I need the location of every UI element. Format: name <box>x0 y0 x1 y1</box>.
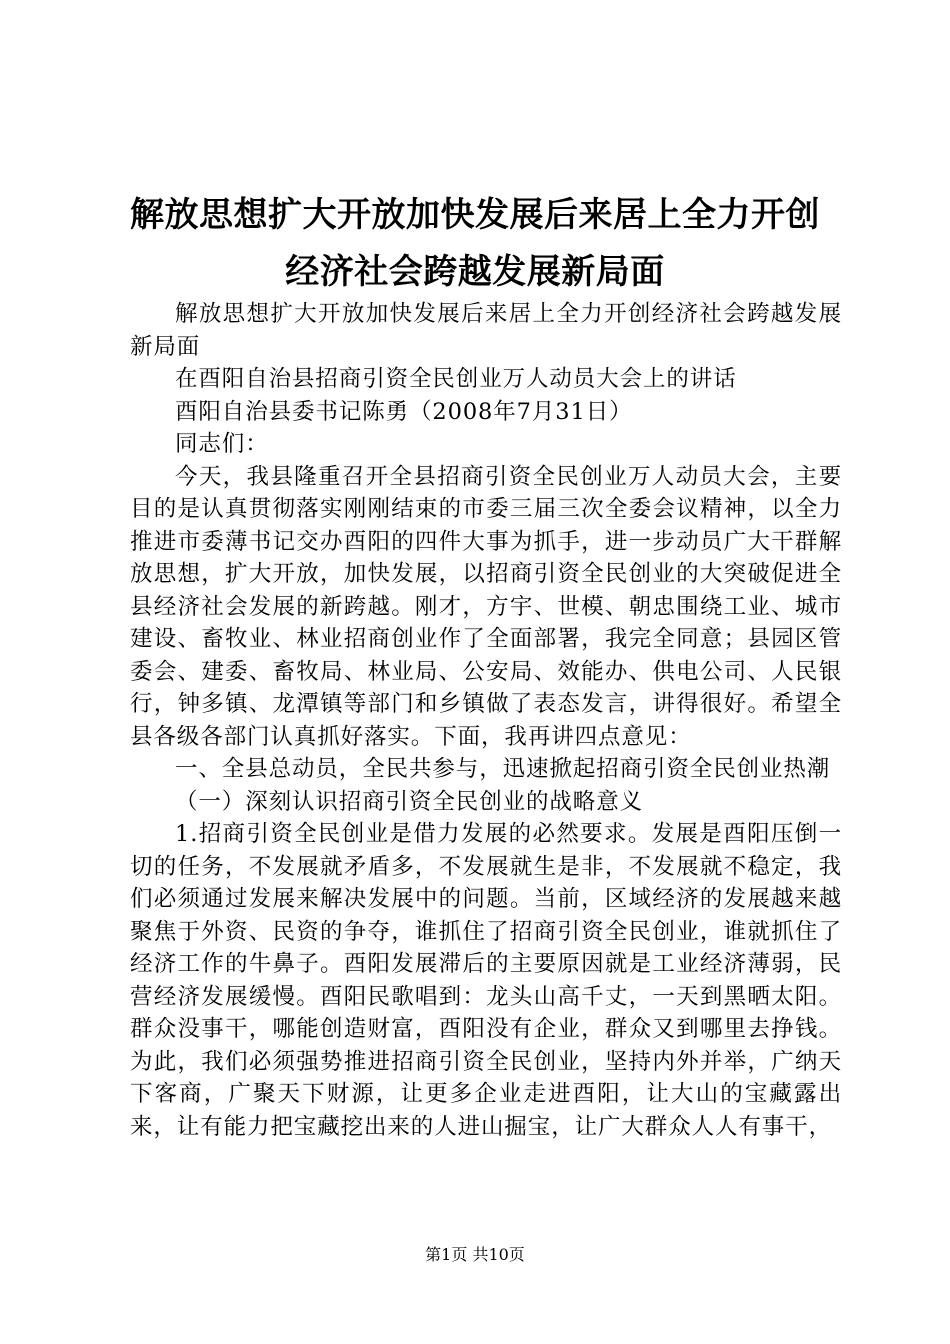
document-title-line-1: 解放思想扩大开放加快发展后来居上全力开创 <box>130 195 820 235</box>
subtitle-paragraph: 解放思想扩大开放加快发展后来居上全力开创经济社会跨越发展新局面 <box>130 301 842 360</box>
document-title-line-2: 经济社会跨越发展新局面 <box>285 252 665 292</box>
document-body <box>130 298 842 1143</box>
speaker-line: 酉阳自治县委书记陈勇（2008年7月31日） <box>175 398 633 425</box>
speech-occasion: 在酉阳自治县招商引资全民创业万人动员大会上的讲话 <box>175 366 737 392</box>
page-footer: 第1页 共10页 <box>425 1245 525 1264</box>
intro-paragraph: 今天，我县隆重召开全县招商引资全民创业万人动员大会，主要目的是认真贯彻落实刚刚结束的市委三届三次全委会议精神，以全力推进市委薄书记交办酉阳的四件大事为抓手，进一步动员广大干群解放思想，扩大开放，加快发展，以招商引资全民创业的大突破促进全县经济社会发展的新跨越。刚才，方宇、世模、朝忠围绕工业、城市建设、畜牧业、林业招商创业作了全面部署，我完全同意；县园区管委会、建委、畜牧局、林业局、公安局、效能办、供电公司、人民银行，钟多镇、龙潭镇等部门和乡镇做了表态发言，讲得很好。希望全县各级各部门认真抓好落实。下面，我再讲四点意见： <box>130 463 842 750</box>
subsection-heading-1: （一）深刻认识招商引资全民创业的战略意义 <box>175 788 644 815</box>
section-heading-1: 一、全县总动员，全民共参与，迅速掀起招商引资全民创业热潮 <box>175 756 831 782</box>
salutation: 同志们： <box>175 431 269 457</box>
body-paragraph-1: 1.招商引资全民创业是借力发展的必然要求。发展是酉阳压倒一切的任务，不发展就矛盾多，不发展就生是非，不发展就不稳定，我们必须通过发展来解决发展中的问题。当前，区域经济的发展越来越聚焦于外资、民资的争夺，谁抓住了招商引资全民创业，谁就抓住了经济工作的牛鼻子。酉阳发展滞后的主要原因就是工业经济薄弱，民营经济发展缓慢。酉阳民歌唱到：龙头山高千丈，一天到黑晒太阳。群众没事干，哪能创造财富，酉阳没有企业，群众又到哪里去挣钱。为此，我们必须强势推进招商引资全民创业，坚持内外并举，广纳天下客商，广聚天下财源，让更多企业走进酉阳，让大山的宝藏露出来，让有能力把宝藏挖出来的人进山掘宝，让广大群众人人有事干， <box>130 821 842 1140</box>
